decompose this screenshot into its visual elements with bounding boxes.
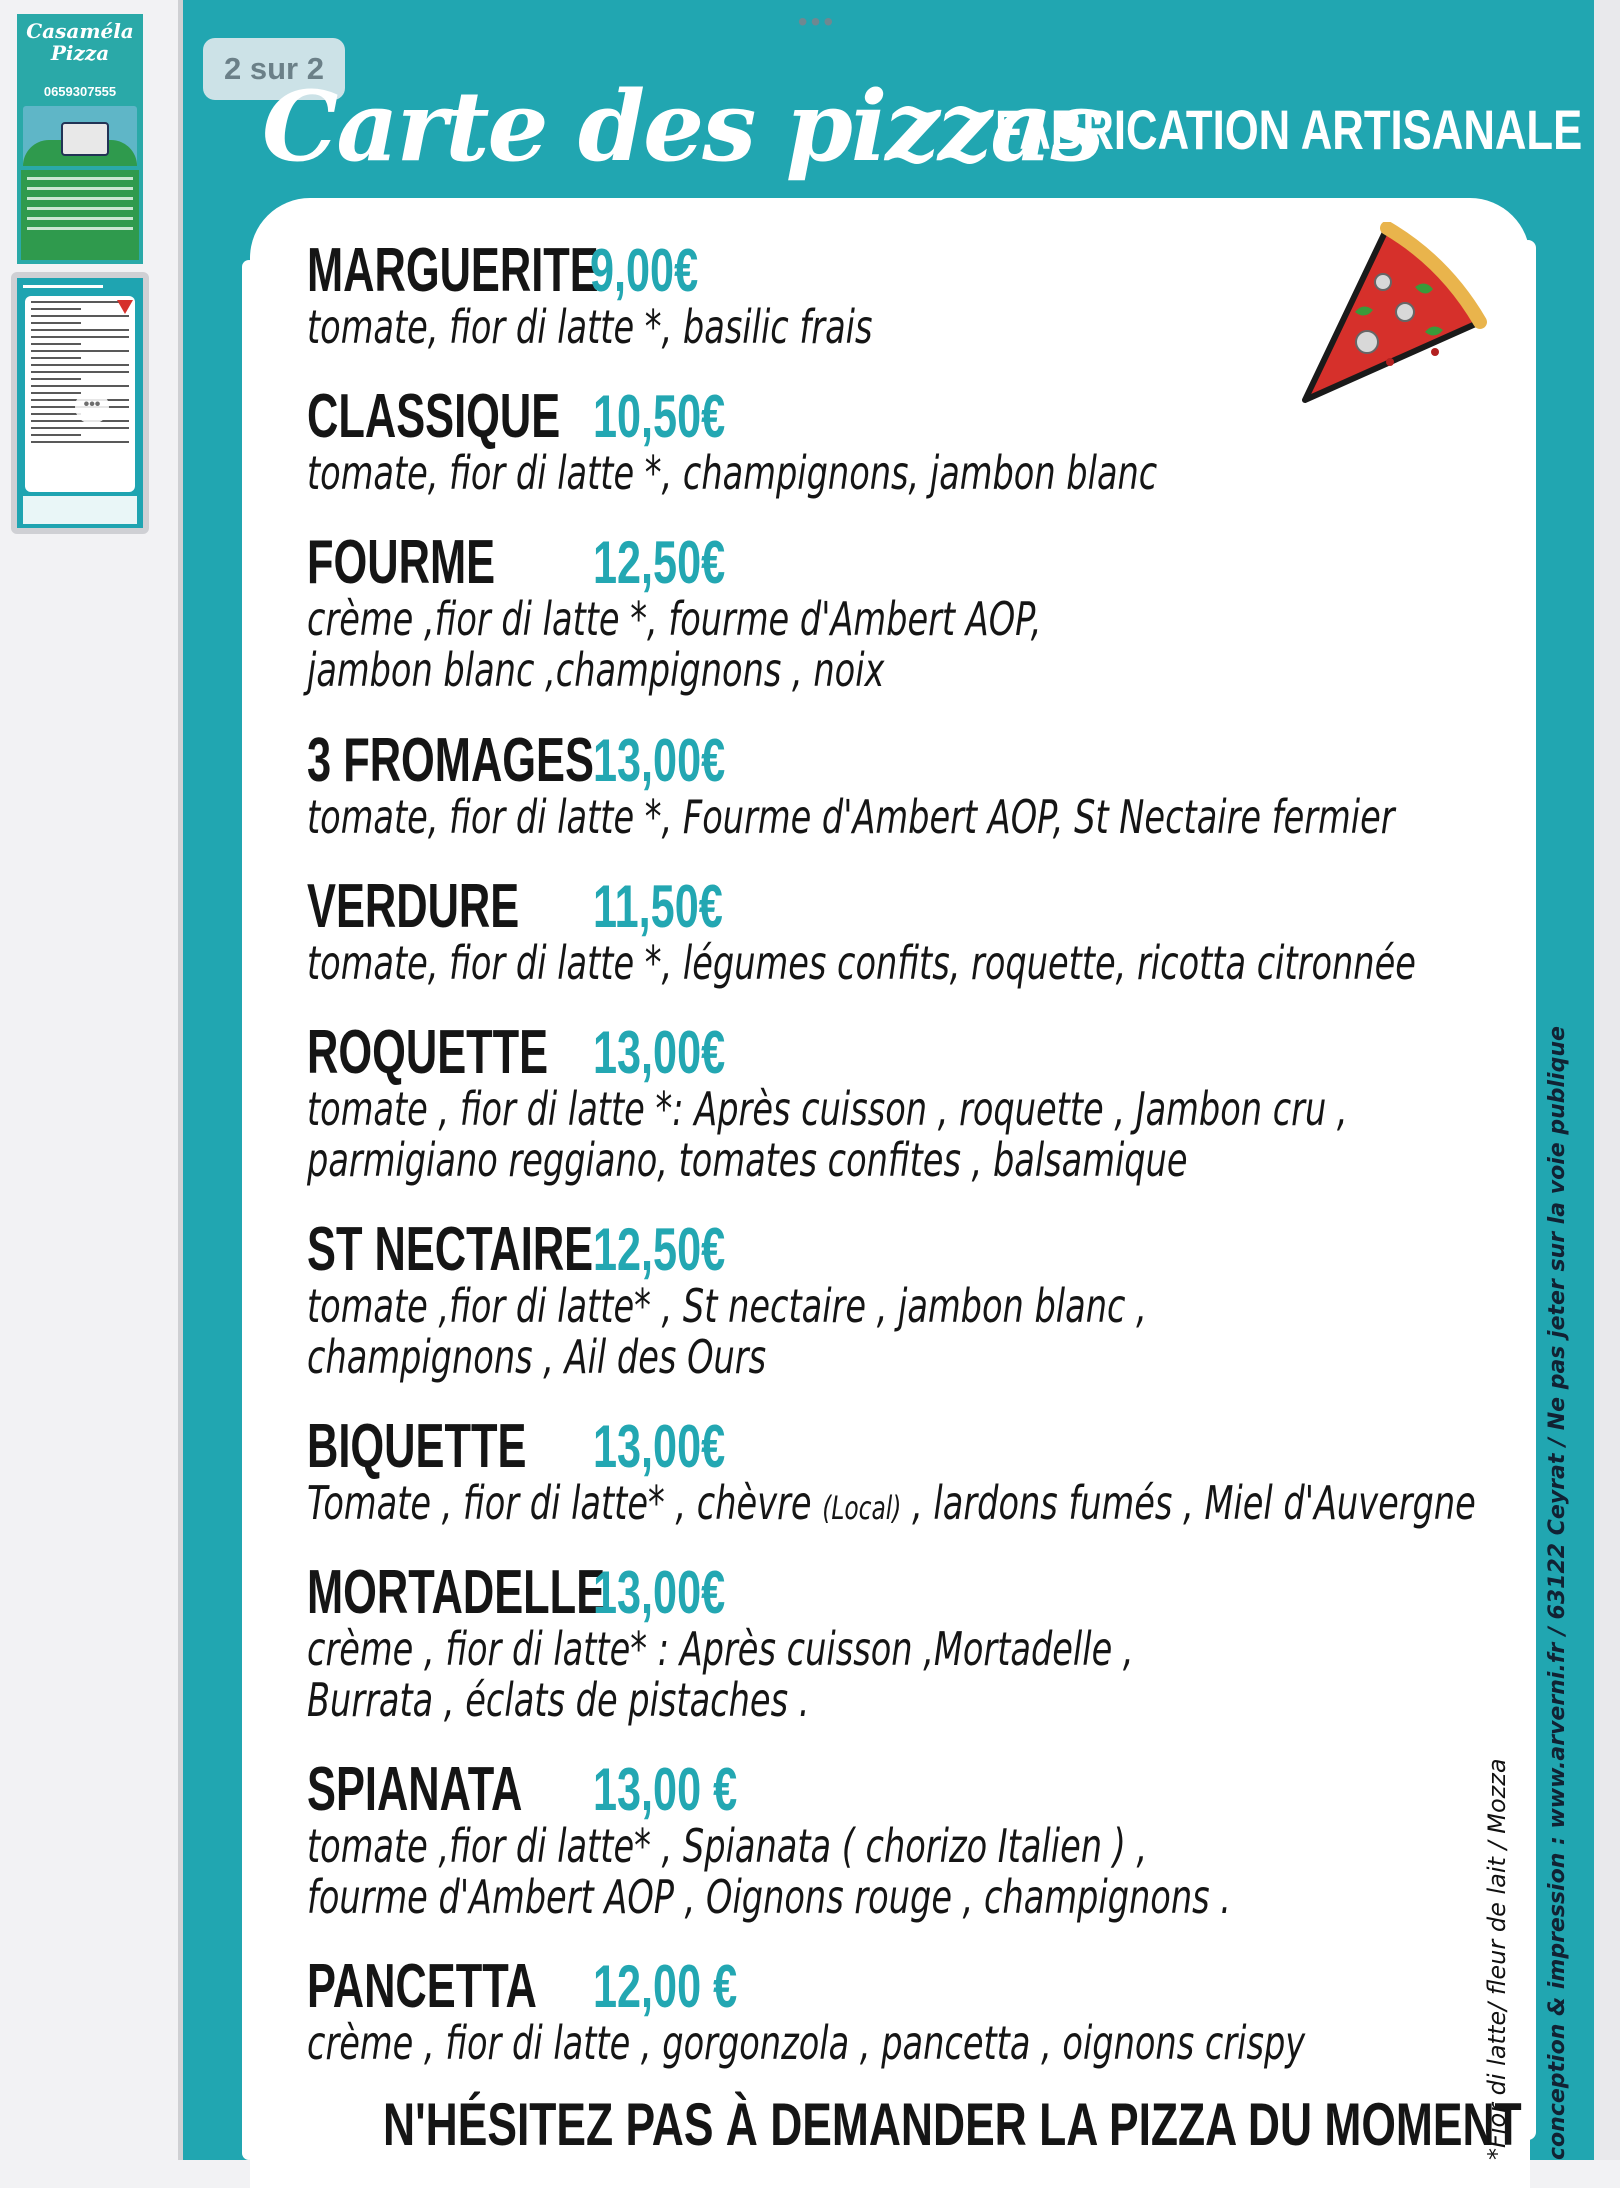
pizza-price: 13,00€ xyxy=(593,1559,726,1626)
ingredients-line: tomate, fior di latte *, légumes confits, roquette, ricotta citronnée xyxy=(307,936,1416,990)
pizza-price: 12,00 € xyxy=(593,1953,738,2020)
pizza-price: 12,50€ xyxy=(593,529,726,596)
pizza-price: 11,50€ xyxy=(593,873,723,940)
ingredients-line: parmigiano reggiano, tomates confites , balsamique xyxy=(307,1133,1188,1187)
pizza-item xyxy=(307,728,1507,843)
ingredients-line: tomate ,fior di latte* , St nectaire , jambon blanc , xyxy=(307,1279,1147,1333)
pizza-item xyxy=(307,1020,1507,1186)
pizza-name: MORTADELLE xyxy=(307,1558,606,1627)
thumbnail-illustration xyxy=(23,106,137,166)
pizza-item xyxy=(307,1954,1507,2069)
pizza-item xyxy=(307,1757,1507,1923)
menu-subtitle: FABRICATION ARTISANALE xyxy=(995,98,1583,161)
thumbnail-sidebar xyxy=(0,0,179,2160)
thumbnail-brand-line2: Pizza xyxy=(50,41,110,65)
pizza-item xyxy=(307,1414,1507,1534)
ingredients-line: tomate, fior di latte *, Fourme d'Ambert AOP, St Nectaire fermier xyxy=(307,790,1395,844)
pizza-ingredients xyxy=(307,302,1504,353)
drag-handle-icon[interactable]: ••• xyxy=(797,6,837,37)
ingredients-line: tomate, fior di latte *, basilic frais xyxy=(307,300,873,354)
pizza-ingredients xyxy=(307,938,1504,989)
pizza-price: 13,00 € xyxy=(593,1756,738,1823)
pizza-name: MARGUERITE xyxy=(307,236,599,305)
pizza-ingredients xyxy=(307,1084,1504,1186)
pizza-ingredients xyxy=(307,1281,1504,1383)
pizza-item xyxy=(307,384,1507,499)
pizza-item xyxy=(307,874,1507,989)
pizza-item xyxy=(307,238,1507,353)
ingredients-line: fourme d'Ambert AOP , Oignons rouge , champignons . xyxy=(307,1870,1231,1924)
ingredients-line: tomate, fior di latte *, champignons, jambon blanc xyxy=(307,446,1158,500)
pizza-slice-mini-icon xyxy=(117,300,133,314)
pizza-ingredients xyxy=(307,1478,1504,1534)
pizza-ingredients xyxy=(307,1624,1504,1726)
thumbnail-brand-line1: Casaméla xyxy=(26,19,134,43)
ingredients-line: tomate , fior di latte *: Après cuisson , roquette , Jambon cru , xyxy=(307,1082,1348,1136)
printer-note: conception & impression : www.arverni.fr / 63122 Ceyrat / Ne pas jeter sur la voie publique xyxy=(1545,1026,1570,2160)
pizza-ingredients xyxy=(307,1821,1504,1923)
pizza-ingredients xyxy=(307,594,1504,696)
pizza-price: 9,00€ xyxy=(590,237,699,304)
more-options-button[interactable]: ••• xyxy=(75,390,109,424)
menu-title: Carte des pizzas xyxy=(262,70,1103,183)
pizza-item xyxy=(307,1560,1507,1726)
pizza-price: 13,00€ xyxy=(593,727,726,794)
pizza-name: FOURME xyxy=(307,528,496,597)
pizza-price: 13,00€ xyxy=(593,1413,726,1480)
pizza-price: 13,00€ xyxy=(593,1019,726,1086)
pizza-name: ST NECTAIRE xyxy=(307,1215,594,1284)
thumbnail-phone: 0659307555 xyxy=(43,84,117,99)
fior-di-latte-note: *Fior di latte/ fleur de lait / Mozza xyxy=(1483,1758,1511,2160)
page-thumbnail-1-image xyxy=(17,14,143,264)
pizza-ingredients xyxy=(307,792,1504,843)
pizza-name: PANCETTA xyxy=(307,1952,537,2021)
pizza-name: 3 FROMAGES xyxy=(307,726,594,795)
ingredients-text: , lardons fumés , Miel d'Auvergne xyxy=(901,1476,1476,1530)
thumbnail-brand xyxy=(21,20,139,64)
ingredients-line: crème ,fior di latte *, fourme d'Ambert AOP, xyxy=(307,592,1042,646)
pizza-name: BIQUETTE xyxy=(307,1412,527,1481)
pizza-item xyxy=(307,1217,1507,1383)
ingredients-line: jambon blanc ,champignons , noix xyxy=(307,643,885,697)
ingredients-line: crème , fior di latte* : Après cuisson ,Mortadelle , xyxy=(307,1622,1134,1676)
ingredients-line: champignons , Ail des Ours xyxy=(307,1330,767,1384)
thumbnail-footer xyxy=(23,496,137,524)
pizza-price: 12,50€ xyxy=(593,1216,726,1283)
pizza-name: SPIANATA xyxy=(307,1755,523,1824)
page-thumbnail-2[interactable] xyxy=(11,272,149,534)
ingredients-line: Burrata , éclats de pistaches . xyxy=(307,1673,810,1727)
pizza-price: 10,50€ xyxy=(593,383,726,450)
food-truck-icon xyxy=(61,122,109,156)
page-indicator: 2 sur 2 xyxy=(203,38,345,100)
page-thumbnail-2-image xyxy=(17,278,143,528)
pizza-ingredients xyxy=(307,2018,1504,2069)
ingredients-text: Tomate , fior di latte* , chèvre xyxy=(307,1476,823,1530)
page-margin xyxy=(1594,0,1620,2160)
pizza-ingredients xyxy=(307,448,1504,499)
thumbnail-header xyxy=(23,282,139,292)
footer-banner-text: N'HÉSITEZ PAS À DEMANDER LA PIZZA DU MOMENT xyxy=(383,2091,1522,2158)
ingredients-line: crème , fior di latte , gorgonzola , pancetta , oignons crispy xyxy=(307,2016,1306,2070)
ingredients-line xyxy=(307,1478,1504,1534)
local-note: (Local) xyxy=(822,1489,902,1527)
thumbnail-info-block xyxy=(21,170,139,260)
page-thumbnail-1[interactable] xyxy=(11,8,149,270)
pizza-name: ROQUETTE xyxy=(307,1018,549,1087)
footer-banner xyxy=(183,2090,1594,2160)
pizza-name: CLASSIQUE xyxy=(307,382,561,451)
pizza-name: VERDURE xyxy=(307,872,520,941)
ingredients-line: tomate ,fior di latte* , Spianata ( chorizo Italien ) , xyxy=(307,1819,1148,1873)
pizza-item xyxy=(307,530,1507,696)
